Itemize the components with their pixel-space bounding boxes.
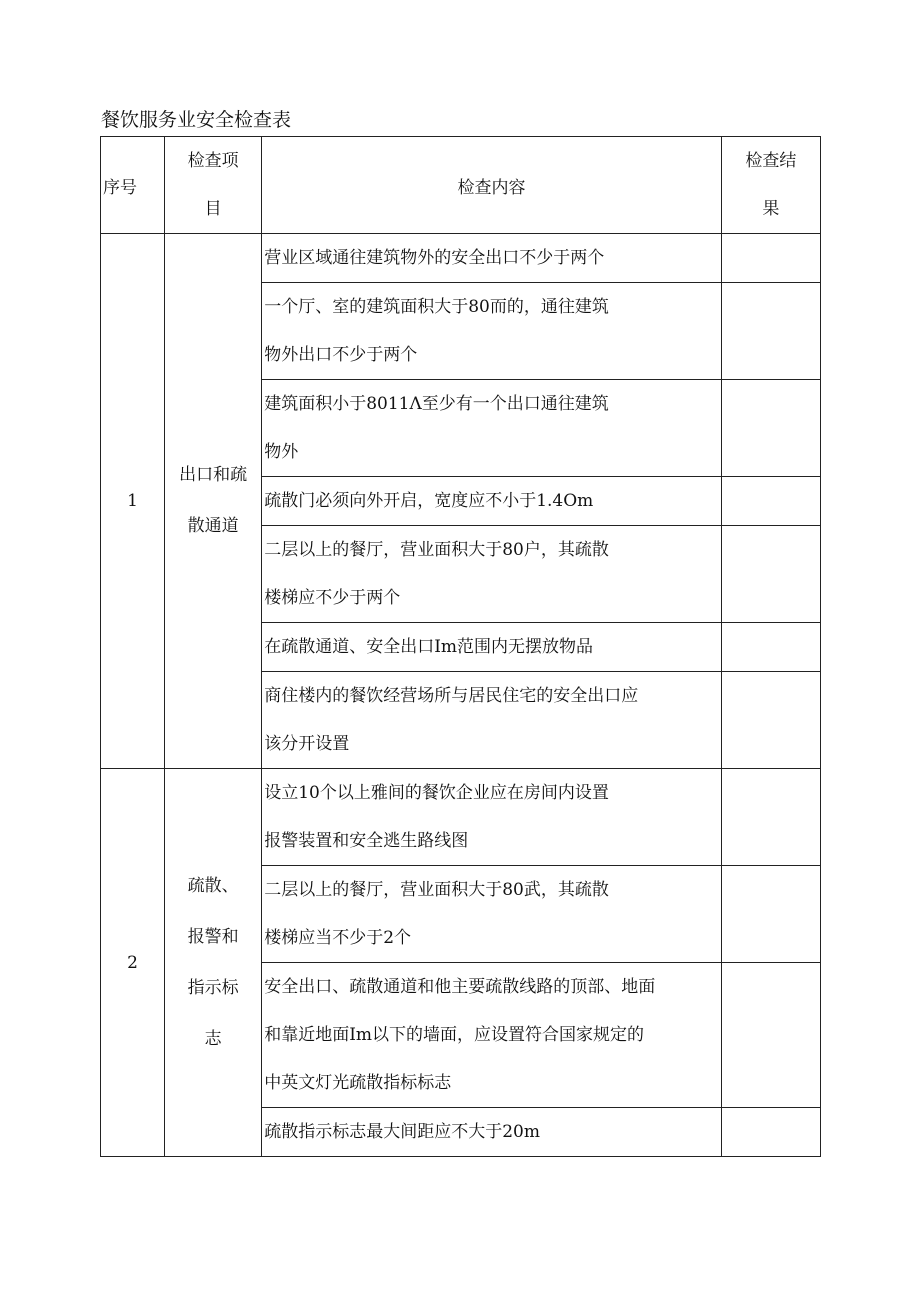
check-result-cell[interactable]	[721, 477, 820, 526]
check-content-line: 楼梯应当不少于2个	[264, 928, 412, 948]
check-result-cell[interactable]	[721, 769, 820, 866]
check-content-line: 一个厅、室的建筑面积大于80而的，通往建筑	[264, 297, 609, 317]
header-result-line: 果	[762, 199, 780, 219]
check-content	[262, 283, 722, 380]
check-content	[262, 526, 722, 623]
header-row	[101, 137, 821, 234]
check-content-line: 报警装置和安全逃生路线图	[264, 831, 469, 851]
section-item-line: 报警和	[187, 926, 239, 947]
table-row	[101, 769, 821, 866]
check-content-line: 安全出口、疏散通道和他主要疏散线路的顶部、地面	[264, 977, 656, 997]
header-content: 检查内容	[262, 137, 722, 234]
section-item-line: 散通道	[187, 516, 239, 536]
check-content-line: 物外出口不少于两个	[264, 345, 418, 365]
check-content-line: 中英文灯光疏散指标标志	[264, 1073, 452, 1093]
check-content-line: 物外	[264, 442, 299, 462]
check-content-line: 在疏散通道、安全出口Im范围内无摆放物品	[264, 637, 594, 657]
section-seq: 2	[101, 769, 165, 1157]
header-result	[721, 137, 820, 234]
check-content	[262, 963, 722, 1108]
header-item-line: 检查项	[187, 151, 239, 171]
check-content-line: 疏散指示标志最大间距应不大于20m	[264, 1122, 540, 1142]
check-result-cell[interactable]	[721, 380, 820, 477]
check-content-line: 二层以上的餐厅，营业面积大于80武，其疏散	[264, 880, 609, 900]
check-content-line: 二层以上的餐厅，营业面积大于80户，其疏散	[264, 540, 609, 560]
check-result-cell[interactable]	[721, 234, 820, 283]
header-item	[165, 137, 262, 234]
check-content	[262, 380, 722, 477]
table-row	[101, 234, 821, 283]
inspection-table	[100, 136, 821, 1157]
check-content	[262, 623, 722, 672]
check-result-cell[interactable]	[721, 623, 820, 672]
check-content-line: 设立10个以上雅间的餐饮企业应在房间内设置	[264, 783, 609, 803]
check-content-line: 营业区域通往建筑物外的安全出口不少于两个	[264, 248, 605, 268]
check-result-cell[interactable]	[721, 283, 820, 380]
section-item-line: 志	[204, 1028, 222, 1049]
section-seq: 1	[101, 234, 165, 769]
section-item-line: 指示标	[187, 977, 239, 998]
check-content-line: 楼梯应不少于两个	[264, 588, 401, 608]
check-result-cell[interactable]	[721, 526, 820, 623]
check-content	[262, 769, 722, 866]
check-content	[262, 1108, 722, 1157]
check-content	[262, 672, 722, 769]
check-content-line: 建筑面积小于8011Λ至少有一个出口通往建筑	[264, 394, 609, 414]
section-item	[165, 769, 262, 1157]
check-content	[262, 234, 722, 283]
table-body	[101, 137, 821, 1157]
document-title: 餐饮服务业安全检查表	[101, 109, 292, 131]
check-content-line: 和靠近地面Im以下的墙面，应设置符合国家规定的	[264, 1025, 645, 1045]
section-item	[165, 234, 262, 769]
check-content-line: 该分开设置	[264, 734, 350, 754]
check-content	[262, 477, 722, 526]
check-result-cell[interactable]	[721, 1108, 820, 1157]
check-result-cell[interactable]	[721, 866, 820, 963]
section-item-line: 疏散、	[187, 875, 239, 896]
header-seq: 序号	[101, 137, 165, 234]
section-item-line: 出口和疏	[179, 465, 248, 485]
check-content	[262, 866, 722, 963]
check-result-cell[interactable]	[721, 963, 820, 1108]
check-content-line: 疏散门必须向外开启，宽度应不小于1.4Om	[264, 491, 594, 511]
check-result-cell[interactable]	[721, 672, 820, 769]
header-item-line: 目	[204, 199, 222, 219]
header-result-line: 检查结	[745, 151, 797, 171]
check-content-line: 商住楼内的餐饮经营场所与居民住宅的安全出口应	[264, 686, 639, 706]
